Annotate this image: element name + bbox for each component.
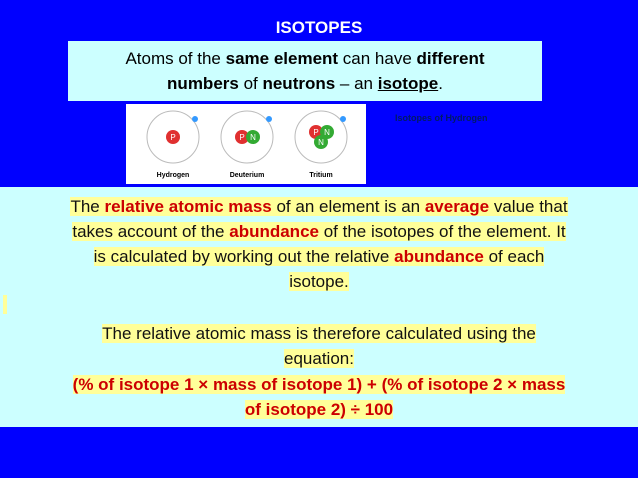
body-text: isotope.	[289, 272, 349, 291]
slide-title: ISOTOPES	[275, 18, 363, 37]
definition-line-1	[68, 46, 542, 71]
definition-bold: same element	[225, 49, 339, 68]
hydrogen-atom	[147, 111, 199, 179]
deuterium-atom	[221, 111, 273, 179]
paragraph-line-3	[0, 245, 638, 268]
neutron-label: N	[318, 138, 324, 147]
paragraph-line-2	[0, 220, 638, 243]
paragraph-line-5	[0, 322, 638, 345]
figure-caption: Isotopes of Hydrogen	[395, 113, 488, 123]
body-text: of the isotopes of the element. It	[318, 222, 566, 241]
body-text: of each	[483, 247, 545, 266]
paragraph-line-1	[0, 195, 638, 218]
explanation-box	[0, 187, 638, 427]
deuterium-label: Deuterium	[229, 172, 265, 179]
definition-bold: numbers	[167, 74, 239, 93]
definition-bold: neutrons	[262, 74, 336, 93]
paragraph-line-6	[0, 347, 638, 370]
definition-text: can have	[338, 49, 417, 68]
proton-label: P	[170, 133, 176, 142]
proton-label: P	[313, 128, 319, 137]
definition-bold: different	[416, 49, 485, 68]
body-text: is calculated by working out the relative	[93, 247, 395, 266]
hydrogen-label: Hydrogen	[156, 172, 190, 179]
equation-line-1	[0, 373, 638, 396]
equation-line-2	[0, 398, 638, 421]
hydrogen-isotopes-figure	[126, 104, 366, 184]
body-text: equation:	[284, 349, 354, 368]
equation-text: of isotope 2) ÷ 100	[244, 400, 394, 419]
definition-text: of	[238, 74, 263, 93]
paragraph-line-4	[0, 270, 638, 293]
proton-label: P	[239, 133, 245, 142]
body-emphasis: relative atomic mass	[104, 197, 272, 216]
neutron-label: N	[324, 128, 330, 137]
body-emphasis: abundance	[229, 222, 319, 241]
body-emphasis: abundance	[394, 247, 484, 266]
body-text: The	[70, 197, 105, 216]
definition-text: .	[438, 74, 443, 93]
definition-underlined-bold: isotope	[377, 74, 439, 93]
neutron-label: N	[250, 133, 256, 142]
definition-text: Atoms of the	[125, 49, 226, 68]
highlight-marker	[3, 295, 7, 314]
equation-text: (% of isotope 1 × mass of isotope 1) + (% of isotope 2 × mass	[72, 375, 566, 394]
definition-box	[68, 41, 542, 101]
tritium-atom	[295, 111, 347, 179]
body-text: of an element is an	[271, 197, 425, 216]
definition-line-2	[68, 71, 542, 96]
body-text: The relative atomic mass is therefore calculated using the	[102, 324, 536, 343]
tritium-label: Tritium	[309, 172, 333, 179]
body-emphasis: average	[424, 197, 490, 216]
isotope-atoms-diagram	[126, 104, 366, 184]
definition-text: – an	[335, 74, 378, 93]
body-text: value that	[489, 197, 568, 216]
body-text: takes account of the	[72, 222, 230, 241]
